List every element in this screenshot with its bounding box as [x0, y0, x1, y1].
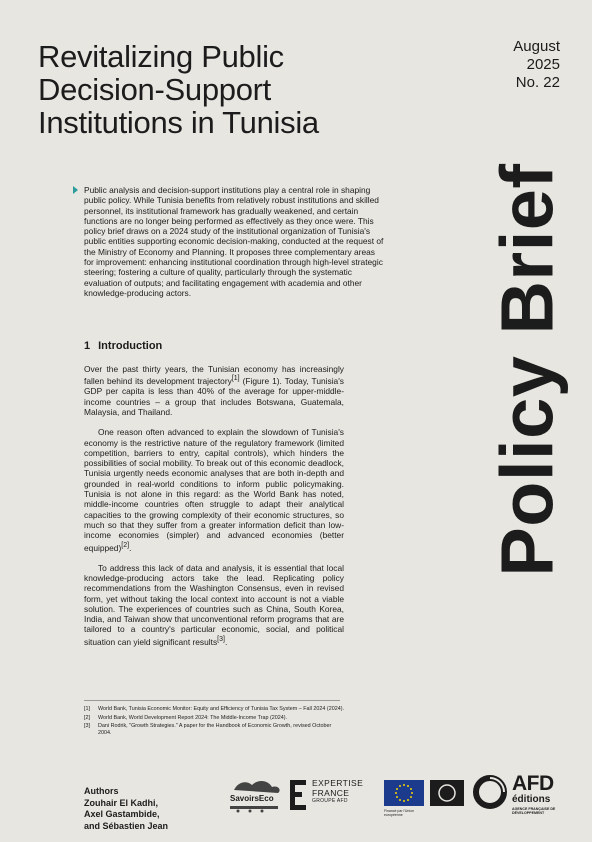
expertise-france-logo [290, 778, 382, 818]
footnote-number: [2] [84, 714, 90, 721]
footnotes [84, 706, 346, 738]
author-name: Axel Gastambide, [84, 809, 160, 819]
author-name: Zouhair El Kadhi, [84, 797, 159, 808]
paragraph-text: . [129, 542, 132, 553]
paragraph [84, 563, 344, 647]
footnote-text: Dani Rodrik, "Growth Strategies." A paper for the Handbook of Economic Growth, revised October 2004. [98, 723, 332, 736]
section-heading [84, 340, 162, 352]
tunisia-emblem-icon [430, 780, 464, 806]
authors [84, 786, 168, 832]
abstract [84, 185, 384, 298]
afd-subtitle: AGENCE FRANÇAISE DE DÉVELOPPEMENT [512, 807, 556, 816]
afd-editions-logo [472, 772, 566, 820]
savoirseco-logo [228, 776, 284, 814]
eu-flag-icon [384, 780, 424, 806]
vertical-label-container [474, 130, 579, 610]
body-text [84, 364, 344, 657]
policy-brief-label: Policy Brief [485, 163, 568, 577]
paragraph-text: One reason often advanced to explain the slowdown of Tunisia's economy is the restrictive nature of the regulatory framework (limited competition, barriers to entry, capital controls), which hinders the possibilities of social mobility. To break out of this economic deadlock, Tunisia urgently needs economic analyses that are both in-depth and grounded in real-world conditions to inform public policymaking. Tunisia is not alone in this regard: as the World Bank has noted, middle-income countries often struggle to adapt their analytical capacities to the growing complexity of their economic structures, so much so that they suffer from a greater information deficit than low-income economies (simpler) and advanced economies (better equipped) [84, 427, 344, 553]
paragraph-text: Over the past thirty years, the Tunisian economy has increasingly fallen behind its development trajectory [84, 364, 344, 387]
footnote-ref[interactable]: [1] [231, 375, 240, 383]
paragraph [84, 427, 344, 552]
abstract-text: Public analysis and decision-support institutions play a central role in shaping public policy. While Tunisia benefits from relatively robust institutions and skilled personnel, its institutional framework has gradually weakened, and certain functions are no longer being performed as effectively as they once were. This policy brief draws on a 2024 study of the institutional organization of Tunisia's public entities supporting economic decision-making, conducted at the request of the Ministry of Economy and Planning. It proposes three complementary areas for improvement: enhancing institutional coordination through high-level strategic steering; fostering a culture of quality, particularly through the systematic evaluation of outputs; and facilitating engagement with academia and other knowledge-producing actors. [84, 185, 384, 298]
teal-bullet-icon [73, 186, 78, 194]
brief-title [38, 40, 438, 139]
footnote [84, 706, 346, 713]
title-line: Revitalizing Public [38, 39, 284, 74]
title-line: Decision-Support [38, 72, 271, 107]
paragraph-text: . [224, 636, 228, 647]
issue-info [513, 38, 560, 92]
author-name: and Sébastien Jean [84, 820, 169, 831]
eu-caption: Financé par l'Union européenne [384, 809, 415, 817]
logo-line: FRANCE [312, 788, 350, 798]
issue-month: August [513, 38, 560, 55]
footnote-ref[interactable]: [3] [217, 635, 225, 643]
afd-editions-text: éditions [512, 794, 551, 805]
title-line: Institutions in Tunisia [38, 105, 319, 140]
partner-logos [228, 772, 566, 822]
paragraph-text: (Figure 1). Today, Tunisia's GDP per capita is less than 40% of the average for upper-middle- income countries – a group that includes Botswana, Guatemala, Malaysia, and Thailand. [84, 376, 344, 417]
section-number: 1 [84, 340, 91, 352]
afd-ring-icon [472, 774, 508, 810]
footnote-text: World Bank, Tunisia Economic Monitor: Equity and Efficiency of Tunisia Tax System – Fall 2024 (2024). [98, 706, 344, 712]
groupe-afd-text: GROUPE AFD [312, 798, 348, 804]
paragraph-text: To address this lack of data and analysis, it is essential that local knowledge-producing actors take the lead. Replicating policy recommendations from the Washington Consensus, even in revised form, yet without taking the local context into account is not a viable solution. The experiences of countries such as China, South Korea, India, and Taiwan show that unconventional reform programs that are tailored to a country's particular economic, social, and political situation can yield significant results [84, 562, 344, 647]
footnote [84, 715, 346, 722]
footnote-number: [3] [84, 723, 90, 730]
section-title: Introduction [98, 340, 163, 352]
paragraph [84, 364, 344, 417]
afd-text: AFD [512, 772, 554, 795]
expertise-france-mark-icon [290, 780, 306, 810]
author-line [84, 786, 168, 809]
authors-label: Authors [84, 786, 119, 796]
footnote [84, 723, 346, 736]
footnote-ref[interactable]: [2] [121, 541, 130, 549]
logo-line: EXPERTISE [312, 778, 364, 788]
issue-year: 2025 [526, 56, 560, 73]
footnote-divider [84, 700, 340, 701]
savoirseco-text: SavoirsEco [230, 794, 274, 803]
issue-number: No. 22 [515, 74, 560, 91]
expertise-france-text [312, 778, 363, 798]
footnote-text: World Bank, World Development Report 2024: The Middle-Income Trap (2024). [98, 714, 288, 721]
footnote-number: [1] [84, 706, 90, 712]
